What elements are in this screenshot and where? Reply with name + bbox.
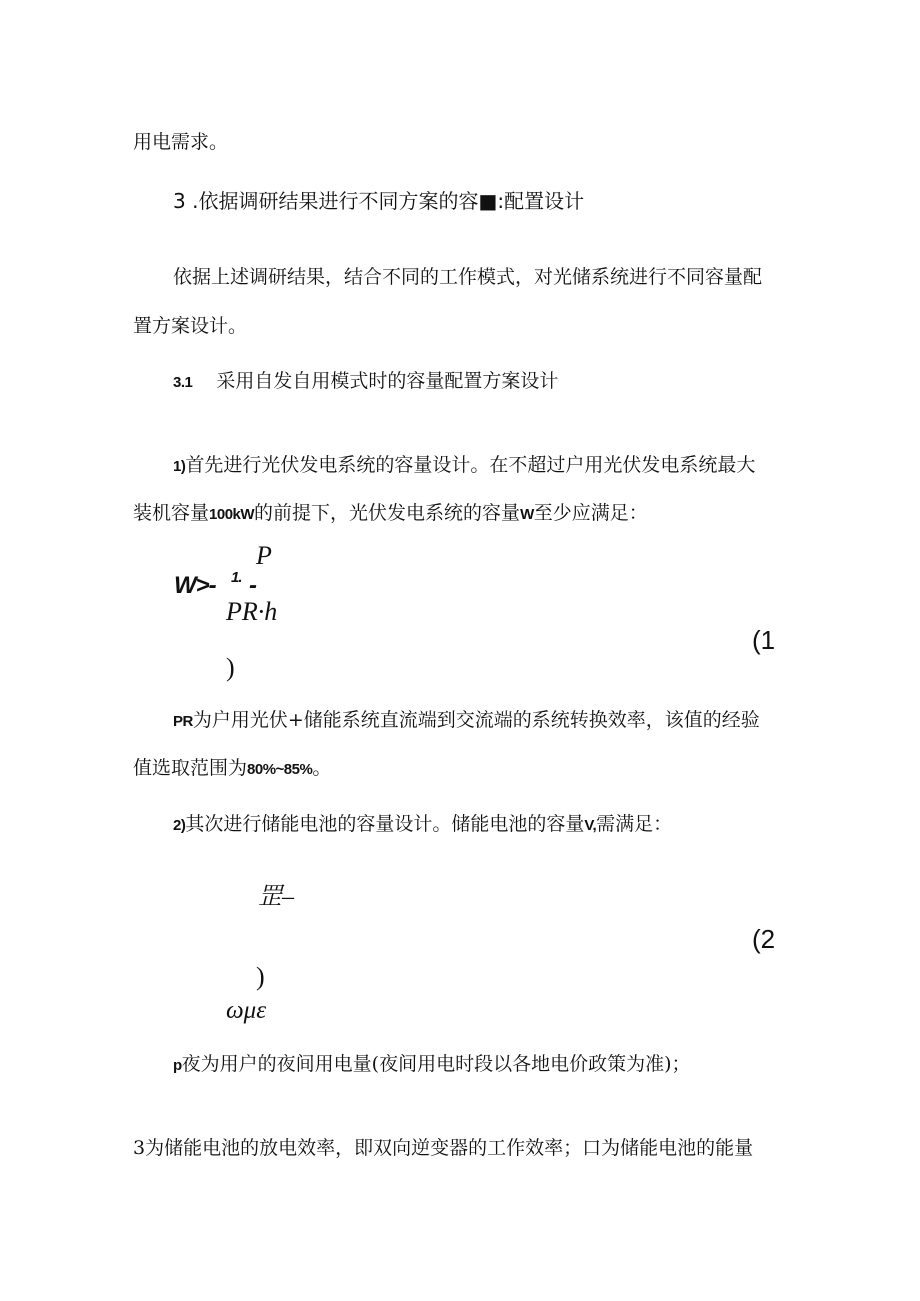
paragraph-continuation: 用电需求。 <box>133 131 229 153</box>
text-run: 为户用光伏+储能系统直流端到交流端的系统转换效率，该值的经验 <box>192 709 760 731</box>
text-run: 夜为用户的夜间用电量(夜间用电时段以各地电价政策为准)； <box>181 1053 691 1075</box>
range-value: 80%~85% <box>247 761 313 778</box>
text-run: 的前提下，光伏发电系统的容量 <box>254 502 521 524</box>
equation-paren: ) <box>226 653 235 682</box>
equation-superscript: 1. <box>231 569 242 586</box>
night-consumption-definition <box>173 1052 691 1078</box>
variable-pr: PR <box>173 713 193 730</box>
step-number: 2) <box>173 817 186 834</box>
subsection-number: 3.1 <box>173 374 193 391</box>
equation-bottom: ωμε <box>226 997 267 1024</box>
equation-number: (2 <box>752 924 776 954</box>
text-run: 值选取范围为 <box>133 757 248 779</box>
paragraph-line: 置方案设计。 <box>133 315 248 337</box>
step-2-line <box>173 812 672 838</box>
text-run: 装机容量 <box>133 502 210 524</box>
text-run: 至少应满足： <box>533 502 648 524</box>
equation-denominator: PR·h <box>226 597 278 626</box>
equation-dash: - <box>249 572 256 599</box>
equation-lhs: W>- <box>174 572 216 599</box>
equation-top: 罡– <box>258 884 294 910</box>
subsection-heading-3-1 <box>173 369 558 395</box>
step-number: 1) <box>173 458 186 475</box>
section-heading-3: 3 .依据调研结果进行不同方案的容■:配置设计 <box>173 189 585 213</box>
paragraph-line: 依据上述调研结果，结合不同的工作模式，对光储系统进行不同容量配 <box>173 266 763 288</box>
equation-number: (1 <box>752 625 776 655</box>
step-text: 首先进行光伏发电系统的容量设计。在不超过户用光伏发电系统最大 <box>185 454 756 476</box>
text-run: 其次进行储能电池的容量设计。储能电池的容量 <box>185 813 585 835</box>
equation-paren: ) <box>256 962 265 991</box>
text-run: 。 <box>312 757 332 779</box>
efficiency-definition: 3为储能电池的放电效率，即双向逆变器的工作效率；口为储能电池的能量 <box>133 1137 754 1159</box>
pr-definition-line-1 <box>173 708 760 734</box>
variable-v: V, <box>584 817 597 834</box>
variable-w: W <box>520 506 534 523</box>
step-1-line-2 <box>133 501 648 527</box>
variable-p: p <box>173 1057 182 1074</box>
text-run: 需满足： <box>596 813 673 835</box>
subsection-title: 采用自发自用模式时的容量配置方案设计 <box>216 370 559 392</box>
step-1-line-1 <box>173 453 755 479</box>
capacity-value: 100kW <box>209 506 255 523</box>
equation-numerator: P <box>256 541 272 570</box>
pr-definition-line-2 <box>133 756 331 782</box>
